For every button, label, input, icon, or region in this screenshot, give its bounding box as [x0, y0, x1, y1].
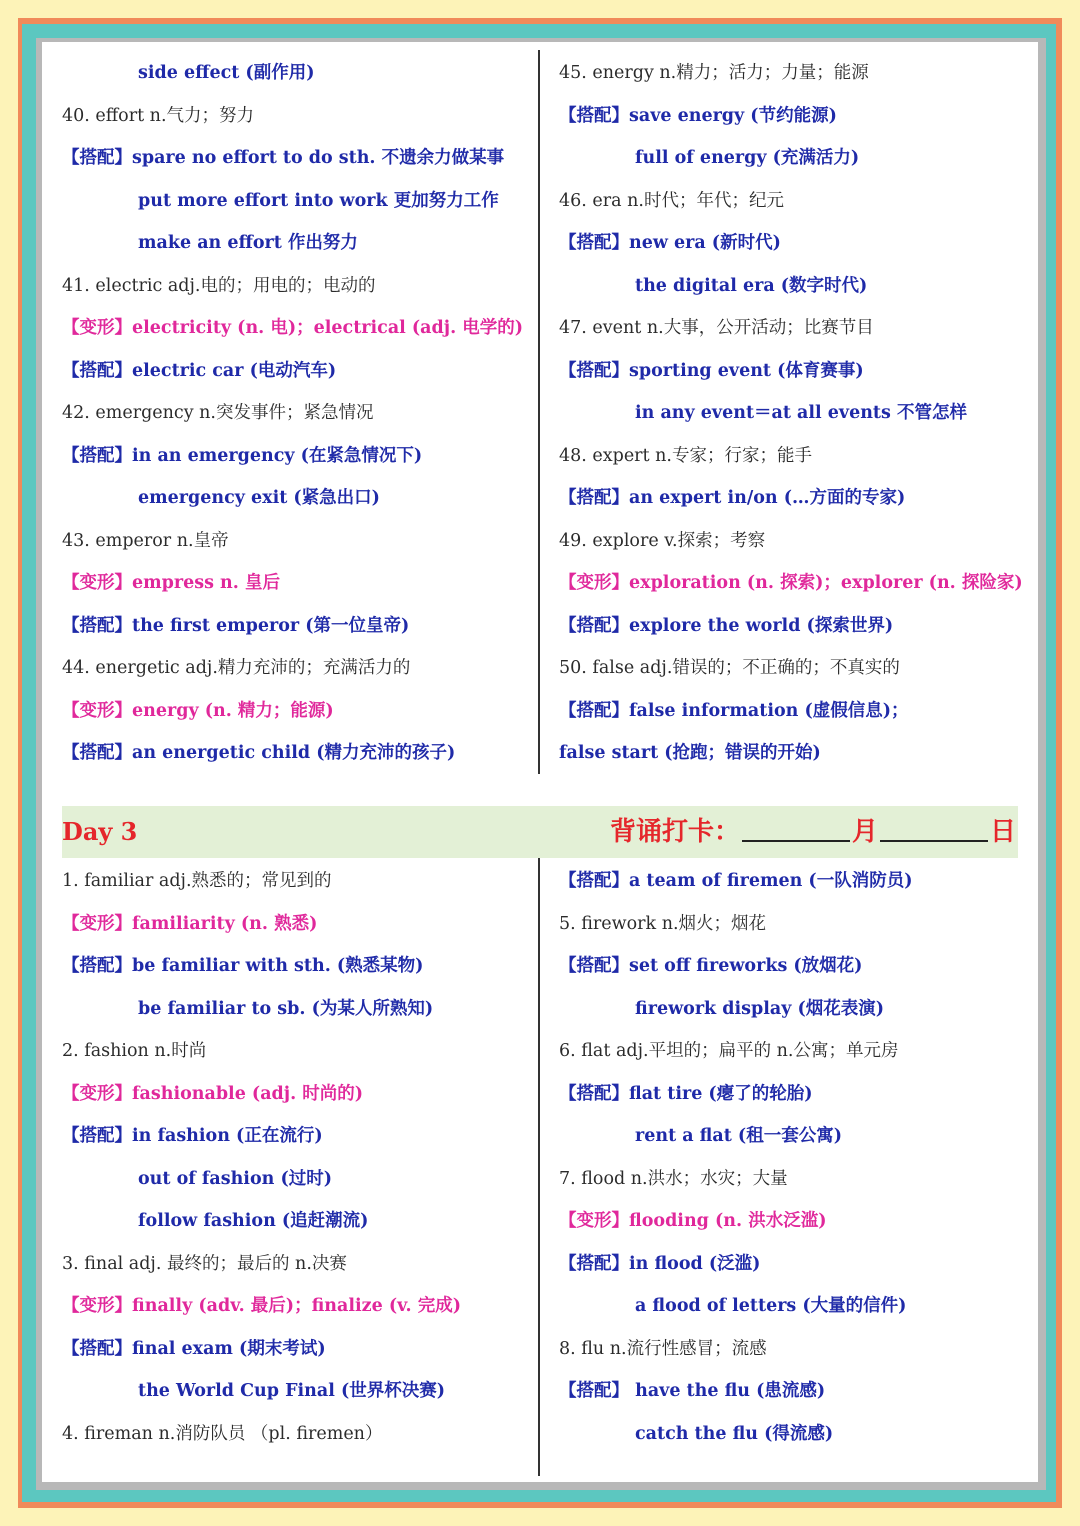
collocation-line: 【搭配】the first emperor (第一位皇帝) [62, 615, 410, 636]
vocab-entry: 49. explore v.探索；考察 [559, 530, 766, 551]
vocab-entry: 50. false adj.错误的；不正确的；不真实的 [559, 658, 900, 678]
variant-line: 【变形】flooding (n. 洪水泛滥) [559, 1211, 827, 1231]
collocation-line: 【搭配】sporting event (体育赛事) [559, 360, 864, 381]
vocab-entry: 46. era n.时代；年代；纪元 [559, 190, 784, 211]
checkin-label: 背诵打卡： [609, 817, 740, 847]
collocation-line: put more effort into work 更加努力工作 [138, 190, 499, 211]
collocation-line: 【搭配】flat tire (瘪了的轮胎) [559, 1083, 813, 1104]
collocation-line: 【搭配】be familiar with sth. (熟悉某物) [62, 956, 424, 976]
vocab-entry: 45. energy n.精力；活力；力量；能源 [559, 63, 869, 83]
collocation-line: the World Cup Final (世界杯决赛) [138, 1381, 446, 1401]
section2-left-column [62, 860, 532, 1455]
variant-line: 【变形】exploration (n. 探索)；explorer (n. 探险家) [559, 573, 1023, 593]
collocation-line: 【搭配】set off fireworks (放烟花) [559, 956, 863, 976]
collocation-line: 【搭配】an expert in/on (…方面的专家) [559, 488, 906, 508]
collocation-line: full of energy (充满活力) [635, 148, 860, 168]
collocation-line: 【搭配】in flood (泛滥) [559, 1253, 761, 1274]
section1-left-column [62, 52, 532, 775]
vocab-entry: 5. firework n.烟火；烟花 [559, 913, 767, 934]
collocation-line: 【搭配】final exam (期末考试) [62, 1338, 326, 1359]
collocation-line: 【搭配】save energy (节约能源) [559, 105, 837, 126]
collocation-line: catch the flu (得流感) [635, 1423, 834, 1444]
collocation-line: make an effort 作出努力 [138, 233, 358, 253]
vocab-entry: 1. familiar adj.熟悉的；常见到的 [62, 871, 332, 891]
collocation-line: the digital era (数字时代) [635, 275, 868, 296]
collocation-line: follow fashion (追赶潮流) [138, 1211, 369, 1231]
variant-line: 【变形】energy (n. 精力；能源) [62, 700, 334, 721]
collocation-line: 【搭配】in fashion (正在流行) [62, 1126, 323, 1146]
collocation-line: side effect (副作用) [138, 63, 315, 83]
collocation-line: a flood of letters (大量的信件) [635, 1296, 907, 1316]
vocab-entry: 47. event n.大事，公开活动；比赛节目 [559, 318, 874, 338]
section2-right-column [559, 860, 1029, 1455]
collocation-line: 【搭配】spare no effort to do sth. 不遗余力做某事 [62, 148, 505, 168]
variant-line: 【变形】electricity (n. 电)；electrical (adj. 电学的) [62, 318, 524, 338]
vocab-entry: 48. expert n.专家；行家；能手 [559, 445, 812, 466]
collocation-line: rent a flat (租一套公寓) [635, 1126, 842, 1146]
collocation-line: 【搭配】in an emergency (在紧急情况下) [62, 445, 423, 466]
vocab-entry: 3. final adj. 最终的；最后的 n.决赛 [62, 1253, 347, 1274]
month-label: 月 [851, 817, 878, 847]
day-blank [880, 806, 988, 842]
collocation-line: 【搭配】explore the world (探索世界) [559, 615, 894, 636]
collocation-line: 【搭配】electric car (电动汽车) [62, 360, 337, 381]
collocation-line: emergency exit (紧急出口) [138, 488, 380, 508]
vocab-entry: 41. electric adj.电的；用电的；电动的 [62, 275, 376, 296]
column-divider [538, 50, 540, 774]
day-title: Day 3 [62, 817, 138, 846]
collocation-line: in any event＝at all events 不管怎样 [635, 403, 967, 423]
collocation-line: out of fashion (过时) [138, 1168, 333, 1189]
collocation-line: 【搭配】 have the flu (患流感) [559, 1381, 826, 1401]
vocab-entry: 6. flat adj.平坦的；扁平的 n.公寓；单元房 [559, 1041, 899, 1061]
vocab-entry: 42. emergency n.突发事件；紧急情况 [62, 403, 374, 423]
vocab-entry: 40. effort n.气力；努力 [62, 105, 255, 126]
vocab-entry: 4. fireman n.消防队员 （pl. firemen） [62, 1423, 383, 1444]
vocab-entry: 43. emperor n.皇帝 [62, 530, 229, 551]
variant-line: 【变形】fashionable (adj. 时尚的) [62, 1083, 364, 1104]
variant-line: 【变形】familiarity (n. 熟悉) [62, 913, 318, 934]
collocation-line: 【搭配】new era (新时代) [559, 233, 781, 253]
collocation-line: false start (抢跑；错误的开始) [559, 743, 821, 763]
collocation-line: 【搭配】false information (虚假信息)； [559, 700, 909, 721]
variant-line: 【变形】empress n. 皇后 [62, 573, 280, 593]
vocab-entry: 2. fashion n.时尚 [62, 1041, 207, 1061]
month-blank [742, 806, 850, 842]
vocab-entry: 8. flu n.流行性感冒；流感 [559, 1338, 767, 1359]
column-divider [538, 858, 540, 1476]
collocation-line: 【搭配】an energetic child (精力充沛的孩子) [62, 743, 456, 763]
vocab-entry: 7. flood n.洪水；水灾；大量 [559, 1168, 788, 1189]
section1-right-column [559, 52, 1029, 775]
collocation-line: be familiar to sb. (为某人所熟知) [138, 998, 434, 1019]
vocab-entry: 44. energetic adj.精力充沛的；充满活力的 [62, 658, 411, 678]
day-label: 日 [989, 817, 1016, 847]
collocation-line: firework display (烟花表演) [635, 998, 885, 1019]
checkin-line [610, 806, 1016, 858]
variant-line: 【变形】finally (adv. 最后)；finalize (v. 完成) [62, 1296, 461, 1316]
collocation-line: 【搭配】a team of firemen (一队消防员) [559, 871, 913, 891]
